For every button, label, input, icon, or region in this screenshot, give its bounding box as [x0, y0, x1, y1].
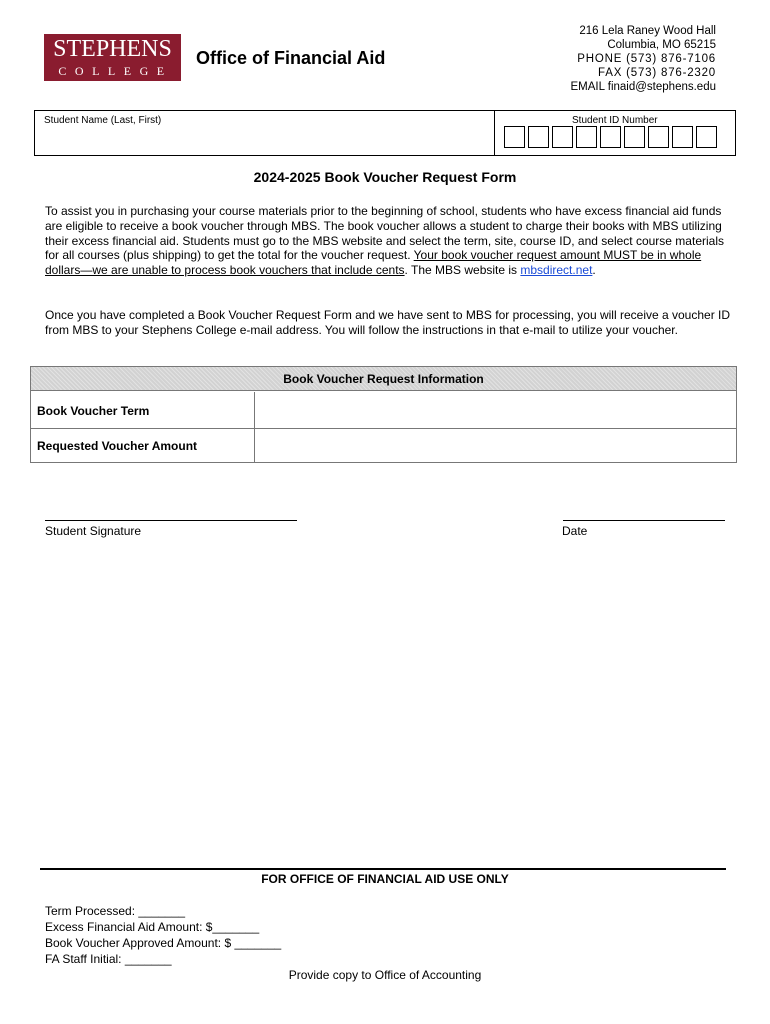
intro-paragraph	[45, 204, 735, 278]
student-box-divider	[494, 110, 495, 156]
copy-note: Provide copy to Office of Accounting	[288, 968, 482, 982]
term-processed-line: Term Processed: _______	[45, 904, 186, 918]
form-title: 2024-2025 Book Voucher Request Form	[253, 169, 517, 185]
requested-amount-label: Requested Voucher Amount	[37, 439, 198, 453]
student-signature-label: Student Signature	[45, 524, 142, 538]
student-name-label: Student Name (Last, First)	[44, 115, 162, 126]
intro-text: To assist you in purchasing your course materials prior to the beginning of school, students who have excess financial aid funds are eligible to receive a book voucher through MBS. The book voucher allows a student to charge their books with MBS utilizing their excess financial aid. Students must go to the MBS website and select the term, site, course ID, and select course materials for all courses (plus shipping) to get the total for the voucher request.	[45, 204, 724, 263]
fax-line: FAX (573) 876-2320	[598, 67, 716, 79]
logo-line1: STEPHENS	[53, 36, 172, 62]
student-id-digit-box[interactable]	[672, 126, 693, 148]
table-header: Book Voucher Request Information	[31, 367, 736, 391]
office-use-divider	[40, 868, 726, 870]
phone-line: PHONE (573) 876-7106	[577, 53, 716, 65]
requested-amount-field[interactable]	[256, 430, 734, 461]
address-block	[570, 24, 716, 94]
office-title: Office of Financial Aid	[196, 48, 386, 68]
student-id-digit-box[interactable]	[504, 126, 525, 148]
address-line: 216 Lela Raney Wood Hall	[579, 25, 716, 37]
mbs-link[interactable]: mbsdirect.net	[520, 263, 593, 278]
student-id-digit-box[interactable]	[528, 126, 549, 148]
student-id-boxes	[504, 126, 720, 148]
address-line: Columbia, MO 65215	[607, 39, 716, 51]
student-id-digit-box[interactable]	[624, 126, 645, 148]
student-id-digit-box[interactable]	[696, 126, 717, 148]
student-name-field[interactable]	[36, 128, 492, 154]
date-line[interactable]	[563, 520, 725, 521]
student-id-digit-box[interactable]	[552, 126, 573, 148]
excess-aid-amount-line: Excess Financial Aid Amount: $_______	[45, 920, 260, 934]
student-id-label: Student ID Number	[572, 115, 658, 126]
book-voucher-term-field[interactable]	[256, 393, 734, 427]
approved-amount-line: Book Voucher Approved Amount: $ _______	[45, 936, 282, 950]
date-label: Date	[562, 524, 588, 538]
intro-text-2: . The MBS website is	[404, 263, 521, 278]
student-id-digit-box[interactable]	[648, 126, 669, 148]
staff-initial-line: FA Staff Initial: _______	[45, 952, 172, 966]
email-line: EMAIL finaid@stephens.edu	[570, 81, 716, 93]
student-signature-line[interactable]	[45, 520, 297, 521]
table-row-divider	[31, 428, 736, 429]
student-id-digit-box[interactable]	[600, 126, 621, 148]
table-column-divider	[254, 392, 255, 462]
logo-line2: COLLEGE	[58, 64, 173, 78]
whole-dollars-notice: Your book voucher request amount MUST be in whole dollars—we are unable to process book vouchers that include cents	[45, 248, 702, 278]
stephens-college-logo	[44, 34, 181, 81]
book-voucher-term-label: Book Voucher Term	[37, 404, 150, 418]
student-id-digit-box[interactable]	[576, 126, 597, 148]
instructions-paragraph: Once you have completed a Book Voucher Request Form and we have sent to MBS for processing, you will receive a voucher ID from MBS to your Stephens College e-mail address. You will follow the instructions in that e-mail to utilize your voucher.	[45, 308, 731, 337]
intro-text-3: .	[592, 263, 596, 278]
office-use-header: FOR OFFICE OF FINANCIAL AID USE ONLY	[261, 872, 509, 886]
